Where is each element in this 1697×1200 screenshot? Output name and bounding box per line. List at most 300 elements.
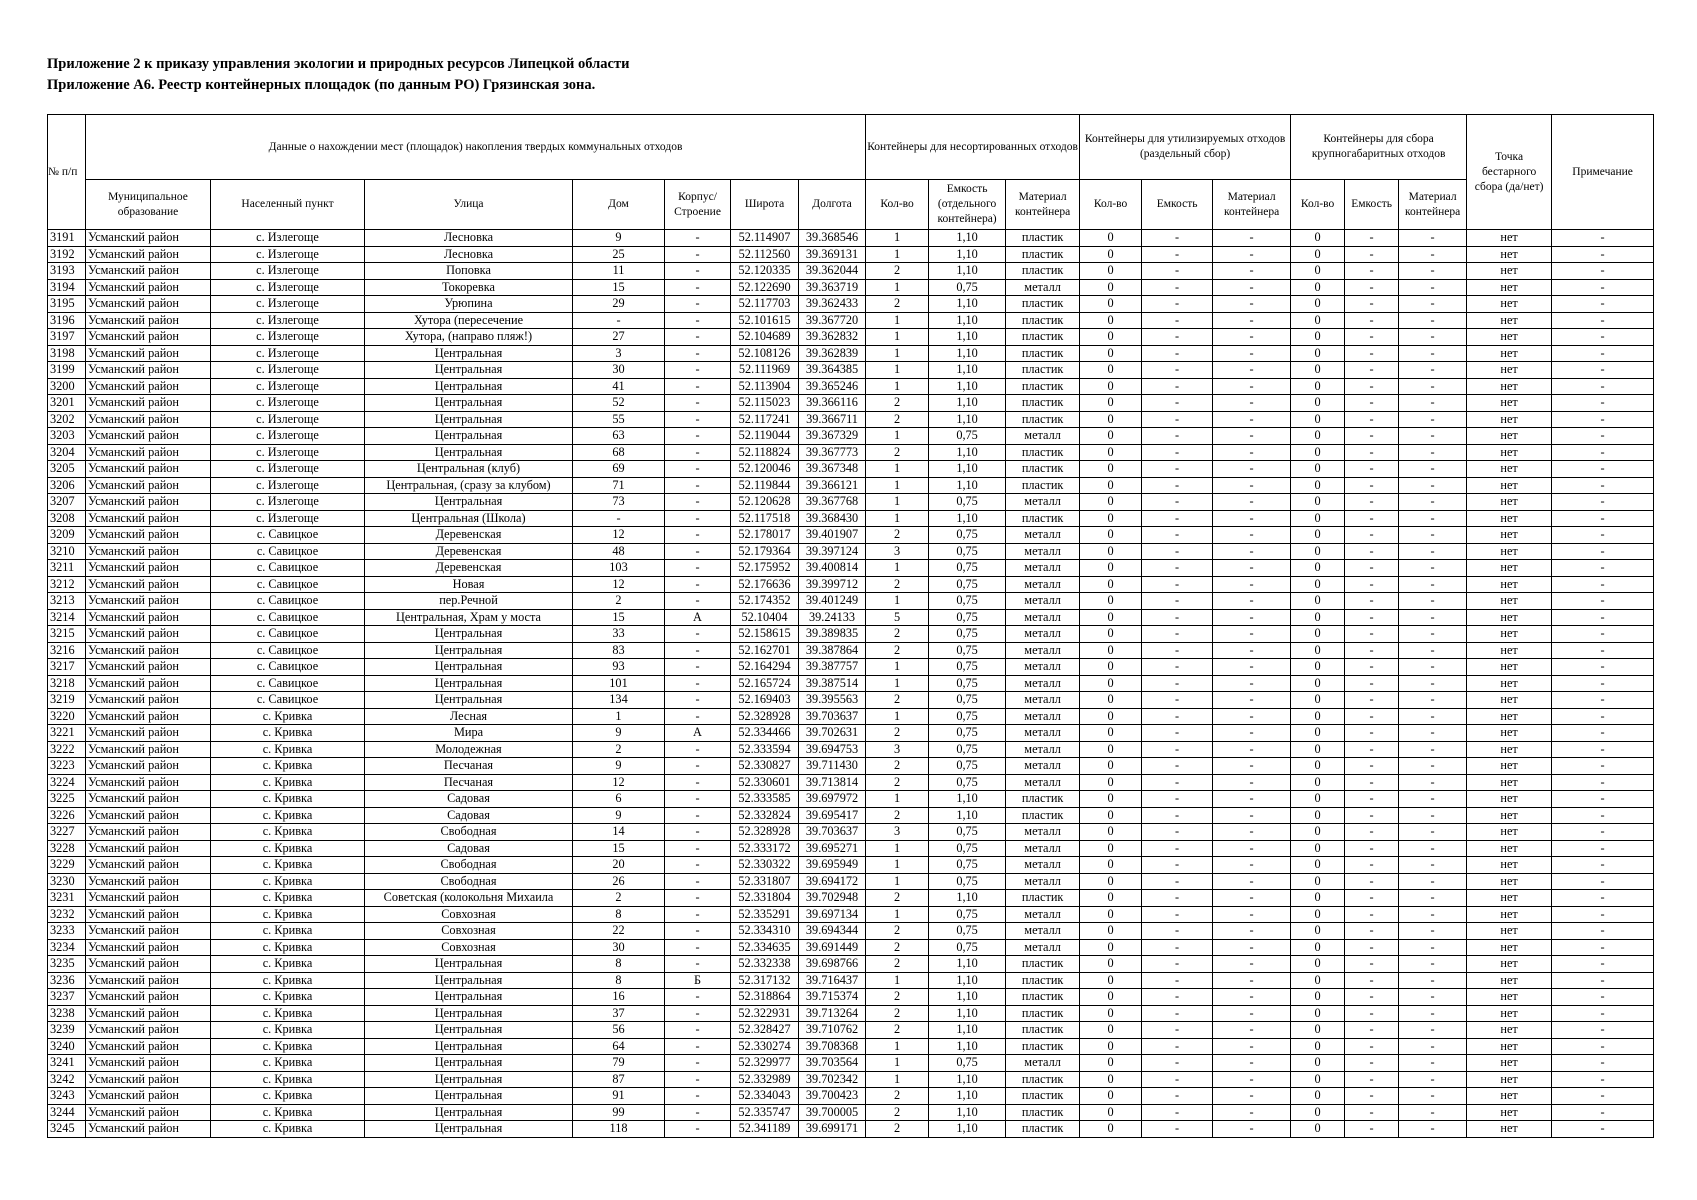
cell-bulky-capacity: -: [1345, 428, 1399, 445]
cell-bulky-count: 0: [1291, 428, 1345, 445]
cell-bulky-count: 0: [1291, 279, 1345, 296]
cell-bulky-capacity: -: [1345, 659, 1399, 676]
cell-latitude: 52.331804: [731, 890, 799, 907]
cell-bulky-capacity: -: [1345, 527, 1399, 544]
cell-settlement: с. Кривка: [211, 989, 365, 1006]
cell-house: 1: [573, 708, 665, 725]
cell-municipality: Усманский район: [86, 774, 211, 791]
cell-unsorted-material: пластик: [1006, 345, 1080, 362]
cell-longitude: 39.366711: [799, 411, 866, 428]
cell-note: -: [1552, 263, 1654, 280]
cell-building: -: [665, 890, 731, 907]
cell-longitude: 39.368430: [799, 510, 866, 527]
cell-settlement: с. Излегоще: [211, 230, 365, 247]
cell-bulky-material: -: [1399, 956, 1467, 973]
cell-municipality: Усманский район: [86, 477, 211, 494]
cell-bulky-count: 0: [1291, 560, 1345, 577]
cell-separate-capacity: -: [1142, 890, 1213, 907]
cell-unsorted-material: металл: [1006, 840, 1080, 857]
cell-separate-capacity: -: [1142, 279, 1213, 296]
cell-bagless-point: нет: [1467, 1038, 1552, 1055]
cell-longitude: 39.363719: [799, 279, 866, 296]
cell-note: -: [1552, 774, 1654, 791]
cell-bulky-capacity: -: [1345, 708, 1399, 725]
cell-separate-capacity: -: [1142, 791, 1213, 808]
cell-street: Центральная (Школа): [365, 510, 573, 527]
cell-row-number: 3237: [48, 989, 86, 1006]
cell-bulky-material: -: [1399, 510, 1467, 527]
cell-bulky-material: -: [1399, 411, 1467, 428]
cell-street: Центральная: [365, 972, 573, 989]
cell-row-number: 3202: [48, 411, 86, 428]
cell-unsorted-capacity: 1,10: [929, 312, 1006, 329]
cell-row-number: 3221: [48, 725, 86, 742]
cell-separate-material: -: [1213, 873, 1291, 890]
cell-row-number: 3192: [48, 246, 86, 263]
column-header: Материал контейнера: [1006, 180, 1080, 230]
cell-settlement: с. Кривка: [211, 774, 365, 791]
cell-separate-capacity: -: [1142, 345, 1213, 362]
cell-building: -: [665, 246, 731, 263]
cell-settlement: с. Савицкое: [211, 560, 365, 577]
cell-house: 2: [573, 593, 665, 610]
cell-unsorted-capacity: 0,75: [929, 593, 1006, 610]
cell-latitude: 52.330601: [731, 774, 799, 791]
cell-street: Центральная: [365, 642, 573, 659]
cell-building: -: [665, 362, 731, 379]
cell-unsorted-count: 1: [866, 1055, 929, 1072]
cell-separate-material: -: [1213, 543, 1291, 560]
cell-bulky-material: -: [1399, 626, 1467, 643]
cell-unsorted-count: 2: [866, 989, 929, 1006]
cell-row-number: 3225: [48, 791, 86, 808]
cell-bulky-capacity: -: [1345, 444, 1399, 461]
cell-separate-count: 0: [1080, 444, 1142, 461]
cell-row-number: 3217: [48, 659, 86, 676]
table-row: [48, 345, 1654, 362]
cell-municipality: Усманский район: [86, 1022, 211, 1039]
cell-house: 52: [573, 395, 665, 412]
cell-latitude: 52.120046: [731, 461, 799, 478]
cell-unsorted-capacity: 0,75: [929, 857, 1006, 874]
cell-row-number: 3239: [48, 1022, 86, 1039]
cell-latitude: 52.175952: [731, 560, 799, 577]
cell-house: 91: [573, 1088, 665, 1105]
cell-building: -: [665, 1038, 731, 1055]
cell-row-number: 3199: [48, 362, 86, 379]
cell-building: -: [665, 807, 731, 824]
cell-bulky-capacity: -: [1345, 692, 1399, 709]
cell-building: -: [665, 395, 731, 412]
cell-unsorted-material: металл: [1006, 923, 1080, 940]
cell-unsorted-count: 1: [866, 1071, 929, 1088]
cell-longitude: 39.695271: [799, 840, 866, 857]
cell-separate-capacity: -: [1142, 560, 1213, 577]
cell-bulky-count: 0: [1291, 857, 1345, 874]
cell-bagless-point: нет: [1467, 774, 1552, 791]
cell-unsorted-count: 1: [866, 362, 929, 379]
cell-latitude: 52.329977: [731, 1055, 799, 1072]
cell-latitude: 52.174352: [731, 593, 799, 610]
cell-bulky-capacity: -: [1345, 1104, 1399, 1121]
cell-bulky-count: 0: [1291, 263, 1345, 280]
cell-latitude: 52.333594: [731, 741, 799, 758]
cell-building: -: [665, 840, 731, 857]
cell-street: пер.Речной: [365, 593, 573, 610]
cell-bagless-point: нет: [1467, 741, 1552, 758]
cell-bulky-count: 0: [1291, 1055, 1345, 1072]
cell-municipality: Усманский район: [86, 906, 211, 923]
cell-latitude: 52.328427: [731, 1022, 799, 1039]
cell-separate-capacity: -: [1142, 923, 1213, 940]
cell-bagless-point: нет: [1467, 593, 1552, 610]
cell-building: -: [665, 857, 731, 874]
cell-bagless-point: нет: [1467, 246, 1552, 263]
table-row: [48, 824, 1654, 841]
cell-separate-count: 0: [1080, 477, 1142, 494]
cell-bulky-count: 0: [1291, 296, 1345, 313]
cell-bulky-capacity: -: [1345, 857, 1399, 874]
cell-house: 15: [573, 279, 665, 296]
cell-municipality: Усманский район: [86, 791, 211, 808]
cell-latitude: 52.330827: [731, 758, 799, 775]
cell-municipality: Усманский район: [86, 576, 211, 593]
cell-separate-count: 0: [1080, 873, 1142, 890]
cell-longitude: 39.362832: [799, 329, 866, 346]
cell-settlement: с. Кривка: [211, 956, 365, 973]
cell-longitude: 39.401907: [799, 527, 866, 544]
cell-bulky-count: 0: [1291, 774, 1345, 791]
cell-latitude: 52.113904: [731, 378, 799, 395]
cell-longitude: 39.389835: [799, 626, 866, 643]
cell-unsorted-material: металл: [1006, 560, 1080, 577]
cell-house: 69: [573, 461, 665, 478]
cell-settlement: с. Савицкое: [211, 543, 365, 560]
cell-separate-material: -: [1213, 741, 1291, 758]
cell-house: 9: [573, 758, 665, 775]
cell-note: -: [1552, 791, 1654, 808]
cell-longitude: 39.24133: [799, 609, 866, 626]
cell-row-number: 3218: [48, 675, 86, 692]
cell-row-number: 3207: [48, 494, 86, 511]
cell-bagless-point: нет: [1467, 477, 1552, 494]
cell-latitude: 52.115023: [731, 395, 799, 412]
cell-bulky-material: -: [1399, 774, 1467, 791]
table-row: [48, 510, 1654, 527]
cell-bulky-capacity: -: [1345, 1055, 1399, 1072]
cell-street: Центральная: [365, 444, 573, 461]
cell-note: -: [1552, 296, 1654, 313]
cell-settlement: с. Кривка: [211, 1104, 365, 1121]
cell-bulky-count: 0: [1291, 1088, 1345, 1105]
cell-latitude: 52.164294: [731, 659, 799, 676]
cell-street: Центральная: [365, 659, 573, 676]
table-row: [48, 642, 1654, 659]
cell-building: -: [665, 1104, 731, 1121]
table-row: [48, 279, 1654, 296]
cell-house: 71: [573, 477, 665, 494]
cell-unsorted-capacity: 1,10: [929, 246, 1006, 263]
cell-street: Токоревка: [365, 279, 573, 296]
cell-separate-capacity: -: [1142, 692, 1213, 709]
cell-separate-count: 0: [1080, 791, 1142, 808]
cell-note: -: [1552, 527, 1654, 544]
cell-latitude: 52.10404: [731, 609, 799, 626]
cell-separate-count: 0: [1080, 527, 1142, 544]
cell-bulky-material: -: [1399, 1005, 1467, 1022]
cell-bulky-capacity: -: [1345, 1071, 1399, 1088]
column-header: Дом: [573, 180, 665, 230]
cell-separate-material: -: [1213, 1038, 1291, 1055]
cell-municipality: Усманский район: [86, 1038, 211, 1055]
cell-house: 30: [573, 939, 665, 956]
cell-unsorted-capacity: 0,75: [929, 939, 1006, 956]
cell-municipality: Усманский район: [86, 741, 211, 758]
cell-street: Центральная, (сразу за клубом): [365, 477, 573, 494]
cell-unsorted-material: пластик: [1006, 1005, 1080, 1022]
cell-bulky-material: -: [1399, 428, 1467, 445]
cell-bulky-capacity: -: [1345, 560, 1399, 577]
cell-separate-capacity: -: [1142, 708, 1213, 725]
cell-building: -: [665, 939, 731, 956]
cell-unsorted-material: пластик: [1006, 378, 1080, 395]
cell-bagless-point: нет: [1467, 1121, 1552, 1138]
table-row: [48, 1071, 1654, 1088]
cell-building: -: [665, 1121, 731, 1138]
cell-bagless-point: нет: [1467, 296, 1552, 313]
cell-latitude: 52.169403: [731, 692, 799, 709]
cell-bulky-count: 0: [1291, 362, 1345, 379]
cell-building: -: [665, 263, 731, 280]
cell-unsorted-count: 3: [866, 543, 929, 560]
cell-latitude: 52.331807: [731, 873, 799, 890]
cell-house: 41: [573, 378, 665, 395]
cell-unsorted-material: металл: [1006, 741, 1080, 758]
cell-bagless-point: нет: [1467, 807, 1552, 824]
cell-latitude: 52.111969: [731, 362, 799, 379]
cell-separate-material: -: [1213, 939, 1291, 956]
cell-unsorted-material: металл: [1006, 609, 1080, 626]
cell-municipality: Усманский район: [86, 840, 211, 857]
cell-bulky-count: 0: [1291, 230, 1345, 247]
cell-bulky-count: 0: [1291, 675, 1345, 692]
cell-latitude: 52.158615: [731, 626, 799, 643]
cell-bulky-count: 0: [1291, 444, 1345, 461]
cell-note: -: [1552, 1104, 1654, 1121]
cell-unsorted-material: пластик: [1006, 296, 1080, 313]
cell-latitude: 52.334466: [731, 725, 799, 742]
cell-separate-capacity: -: [1142, 956, 1213, 973]
cell-separate-material: -: [1213, 1005, 1291, 1022]
cell-bulky-capacity: -: [1345, 725, 1399, 742]
cell-separate-material: -: [1213, 708, 1291, 725]
cell-bulky-material: -: [1399, 741, 1467, 758]
cell-municipality: Усманский район: [86, 461, 211, 478]
cell-street: Центральная: [365, 956, 573, 973]
cell-bagless-point: нет: [1467, 1088, 1552, 1105]
cell-bulky-material: -: [1399, 461, 1467, 478]
cell-note: -: [1552, 1038, 1654, 1055]
cell-municipality: Усманский район: [86, 1121, 211, 1138]
cell-unsorted-count: 2: [866, 642, 929, 659]
registry-table: [47, 114, 1654, 1138]
cell-separate-capacity: -: [1142, 230, 1213, 247]
cell-bulky-capacity: -: [1345, 890, 1399, 907]
cell-separate-count: 0: [1080, 758, 1142, 775]
cell-house: 22: [573, 923, 665, 940]
cell-latitude: 52.120335: [731, 263, 799, 280]
cell-house: 8: [573, 972, 665, 989]
cell-bagless-point: нет: [1467, 873, 1552, 890]
cell-building: -: [665, 956, 731, 973]
cell-bulky-material: -: [1399, 939, 1467, 956]
cell-bagless-point: нет: [1467, 263, 1552, 280]
cell-building: -: [665, 593, 731, 610]
cell-street: Центральная: [365, 1022, 573, 1039]
cell-unsorted-capacity: 1,10: [929, 477, 1006, 494]
cell-separate-capacity: -: [1142, 939, 1213, 956]
cell-bulky-material: -: [1399, 791, 1467, 808]
cell-building: -: [665, 791, 731, 808]
cell-separate-material: -: [1213, 840, 1291, 857]
cell-municipality: Усманский район: [86, 1071, 211, 1088]
cell-separate-count: 0: [1080, 510, 1142, 527]
cell-longitude: 39.702631: [799, 725, 866, 742]
cell-separate-capacity: -: [1142, 477, 1213, 494]
cell-note: -: [1552, 1005, 1654, 1022]
cell-note: -: [1552, 675, 1654, 692]
cell-bulky-capacity: -: [1345, 675, 1399, 692]
cell-separate-capacity: -: [1142, 593, 1213, 610]
table-row: [48, 362, 1654, 379]
cell-latitude: 52.119044: [731, 428, 799, 445]
cell-building: -: [665, 576, 731, 593]
cell-unsorted-material: пластик: [1006, 230, 1080, 247]
cell-unsorted-capacity: 1,10: [929, 1022, 1006, 1039]
cell-separate-count: 0: [1080, 642, 1142, 659]
cell-separate-count: 0: [1080, 329, 1142, 346]
cell-street: Центральная (клуб): [365, 461, 573, 478]
cell-latitude: 52.332989: [731, 1071, 799, 1088]
cell-note: -: [1552, 362, 1654, 379]
cell-unsorted-count: 1: [866, 329, 929, 346]
cell-separate-material: -: [1213, 494, 1291, 511]
cell-building: -: [665, 1005, 731, 1022]
cell-building: А: [665, 609, 731, 626]
cell-street: Центральная: [365, 1088, 573, 1105]
cell-bagless-point: нет: [1467, 692, 1552, 709]
cell-separate-capacity: -: [1142, 362, 1213, 379]
cell-unsorted-material: металл: [1006, 279, 1080, 296]
cell-separate-count: 0: [1080, 857, 1142, 874]
cell-bulky-capacity: -: [1345, 906, 1399, 923]
cell-settlement: с. Савицкое: [211, 527, 365, 544]
cell-separate-capacity: -: [1142, 675, 1213, 692]
cell-building: -: [665, 774, 731, 791]
cell-unsorted-material: металл: [1006, 626, 1080, 643]
cell-separate-material: -: [1213, 791, 1291, 808]
cell-bulky-material: -: [1399, 1088, 1467, 1105]
cell-bulky-capacity: -: [1345, 956, 1399, 973]
cell-bulky-capacity: -: [1345, 939, 1399, 956]
cell-unsorted-capacity: 0,75: [929, 543, 1006, 560]
cell-municipality: Усманский район: [86, 939, 211, 956]
cell-bulky-material: -: [1399, 1055, 1467, 1072]
cell-latitude: 52.178017: [731, 527, 799, 544]
table-row: [48, 329, 1654, 346]
cell-latitude: 52.335291: [731, 906, 799, 923]
cell-unsorted-count: 2: [866, 774, 929, 791]
cell-unsorted-capacity: 1,10: [929, 329, 1006, 346]
cell-building: -: [665, 923, 731, 940]
cell-municipality: Усманский район: [86, 1005, 211, 1022]
cell-house: 16: [573, 989, 665, 1006]
table-row: [48, 527, 1654, 544]
cell-bulky-count: 0: [1291, 510, 1345, 527]
cell-latitude: 52.176636: [731, 576, 799, 593]
cell-municipality: Усманский район: [86, 873, 211, 890]
cell-separate-count: 0: [1080, 708, 1142, 725]
cell-house: 12: [573, 774, 665, 791]
cell-unsorted-count: 1: [866, 246, 929, 263]
cell-municipality: Усманский район: [86, 230, 211, 247]
cell-separate-count: 0: [1080, 774, 1142, 791]
table-row: [48, 692, 1654, 709]
cell-note: -: [1552, 395, 1654, 412]
cell-bulky-count: 0: [1291, 494, 1345, 511]
cell-street: Центральная: [365, 626, 573, 643]
cell-longitude: 39.367773: [799, 444, 866, 461]
table-row: [48, 956, 1654, 973]
cell-bagless-point: нет: [1467, 1022, 1552, 1039]
cell-unsorted-capacity: 0,75: [929, 609, 1006, 626]
cell-unsorted-count: 2: [866, 626, 929, 643]
cell-latitude: 52.112560: [731, 246, 799, 263]
cell-bulky-capacity: -: [1345, 263, 1399, 280]
cell-unsorted-capacity: 1,10: [929, 263, 1006, 280]
cell-separate-material: -: [1213, 263, 1291, 280]
cell-separate-capacity: -: [1142, 609, 1213, 626]
column-header: Корпус/ Строение: [665, 180, 731, 230]
cell-unsorted-count: 1: [866, 428, 929, 445]
cell-separate-material: -: [1213, 477, 1291, 494]
cell-house: 20: [573, 857, 665, 874]
cell-longitude: 39.367768: [799, 494, 866, 511]
column-header: Материал контейнера: [1399, 180, 1467, 230]
table-body: [48, 230, 1654, 1138]
cell-note: -: [1552, 824, 1654, 841]
cell-latitude: 52.328928: [731, 708, 799, 725]
cell-latitude: 52.108126: [731, 345, 799, 362]
cell-separate-capacity: -: [1142, 395, 1213, 412]
cell-longitude: 39.362839: [799, 345, 866, 362]
header-note: Примечание: [1552, 115, 1654, 230]
cell-street: Хутора (пересечение: [365, 312, 573, 329]
cell-building: -: [665, 758, 731, 775]
cell-unsorted-material: металл: [1006, 1055, 1080, 1072]
cell-bagless-point: нет: [1467, 411, 1552, 428]
cell-bulky-count: 0: [1291, 1038, 1345, 1055]
cell-latitude: 52.162701: [731, 642, 799, 659]
cell-bagless-point: нет: [1467, 1071, 1552, 1088]
cell-bagless-point: нет: [1467, 312, 1552, 329]
cell-longitude: 39.694753: [799, 741, 866, 758]
cell-unsorted-capacity: 1,10: [929, 510, 1006, 527]
cell-house: 118: [573, 1121, 665, 1138]
cell-municipality: Усманский район: [86, 609, 211, 626]
cell-separate-material: -: [1213, 461, 1291, 478]
cell-unsorted-capacity: 0,75: [929, 675, 1006, 692]
